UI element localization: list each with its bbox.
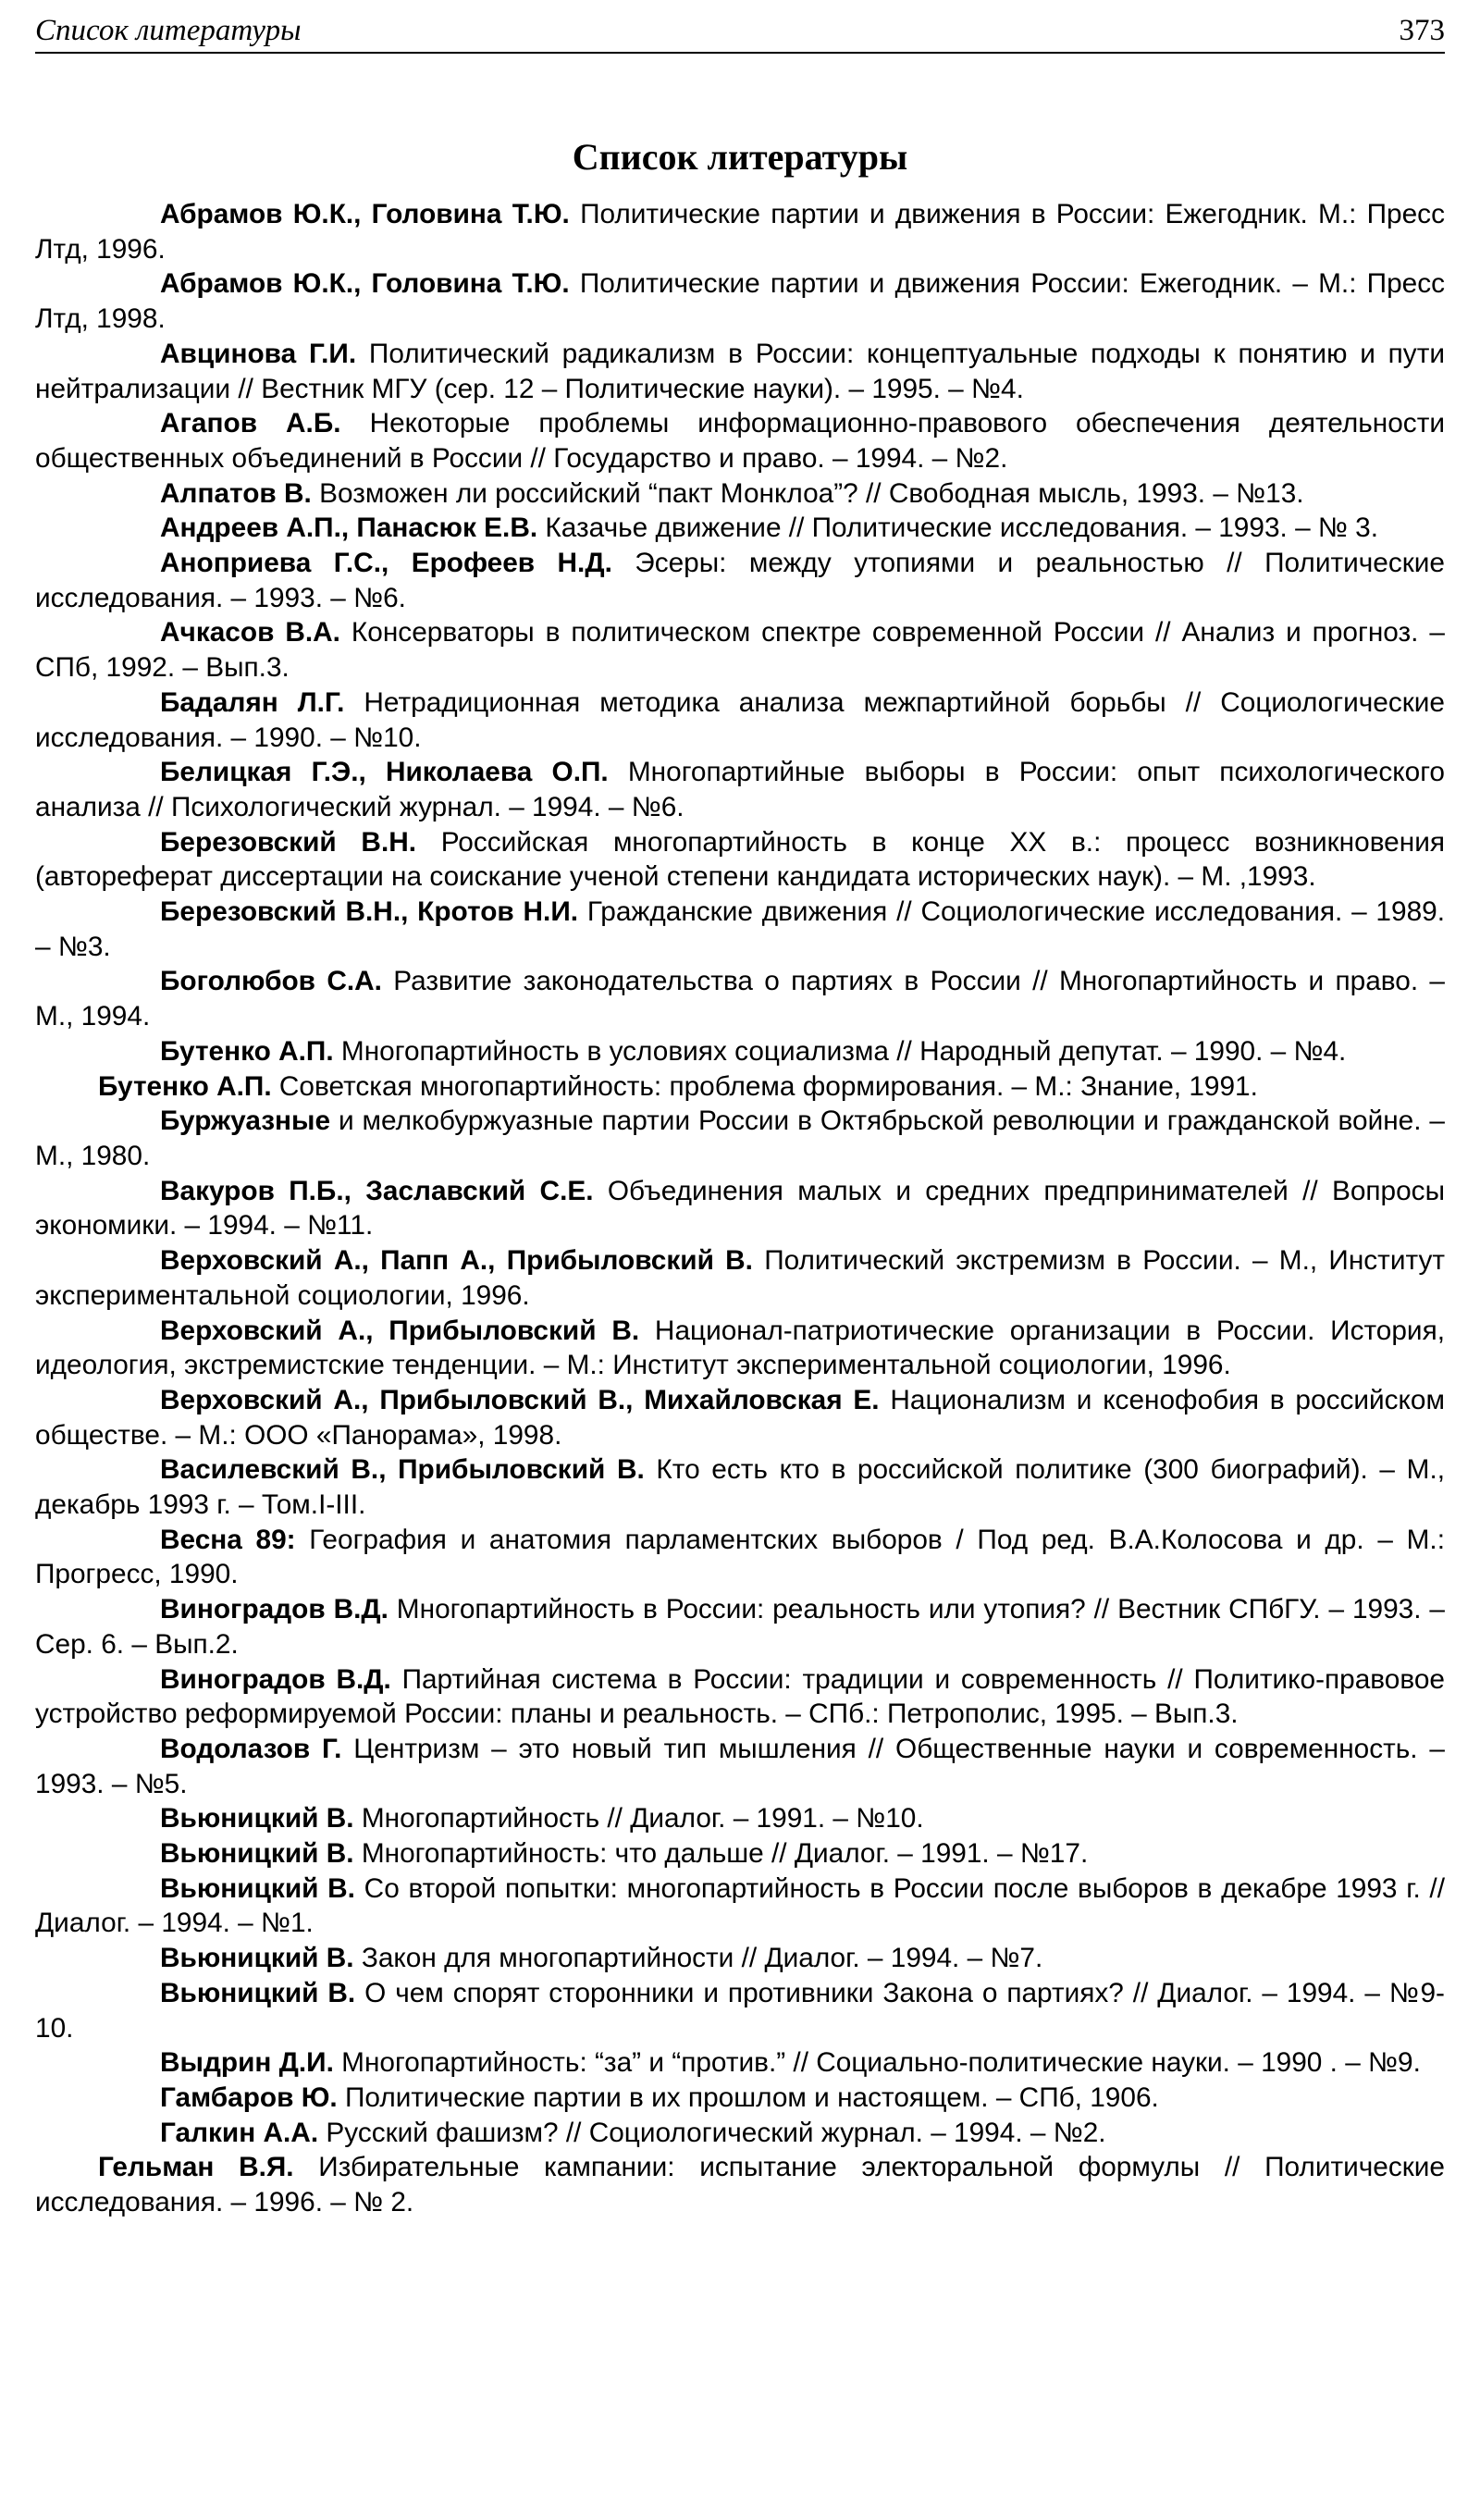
entry-author: Андреев А.П., Панасюк Е.В. [160,513,538,544]
entry-author: Вьюницкий В. [160,1872,355,1904]
entry-text: Возможен ли российский “пакт Монклоа”? // Свободная мысль, 1993. – №13. [311,477,1304,509]
entry-text: Эсеры: между утопиями и реальностью // Политические исследования. – 1993. – №6. [35,548,1445,613]
entry-text: Кто есть кто в российской политике (300 биографий). – М., декабрь 1993 г. – Том.I-III. [35,1454,1445,1521]
entry-author: Боголюбов С.А. [160,966,382,997]
entry-text: Политический радикализм в России: концептуальные подходы к понятию и пути нейтрализации // Вестник МГУ (сер. 12 – Политические науки). – 1995. – №4. [35,338,1445,404]
entry-text: Казачье движение // Политические исследования. – 1993. – № 3. [537,513,1379,544]
entry-text: О чем спорят сторонники и противники Закона о партиях? // Диалог. – 1994. – №9-10. [35,1977,1445,2044]
entry-author: Верховский А., Папп А., Прибыловский В. [160,1245,753,1277]
entry-author: Аноприева Г.С., Ерофеев Н.Д. [160,548,612,579]
entry-author: Белицкая Г.Э., Николаева О.П. [160,757,609,788]
entry-text: Многопартийность в России: реальность или утопия? // Вестник СПбГУ. – 1993. – Сер. 6. – Вып.2. [35,1594,1445,1660]
entry-text: Многопартийность // Диалог. – 1991. – №10. [353,1803,924,1834]
bibliography-entry [35,1104,1445,1173]
bibliography-entry [35,1871,1445,1941]
page-number: 373 [1399,14,1445,47]
bibliography-entry [35,406,1445,476]
bibliography-entry [35,895,1445,964]
bibliography-entry [35,1732,1445,1801]
running-title: Список литературы [35,14,302,47]
bibliography-entry [35,1941,1445,1976]
entry-text: Некоторые проблемы информационно-правового обеспечения деятельности общественных объединений в России // Государство и право. – 1994. – №2. [35,408,1445,474]
entry-author: Авцинова Г.И. [160,338,357,369]
entry-text: Русский фашизм? // Социологический журнал. – 1994. – №2. [318,2117,1106,2148]
entry-author: Галкин А.А. [160,2117,319,2148]
entry-author: Виноградов В.Д. [160,1594,388,1625]
bibliography-entry [35,1452,1445,1522]
bibliography-entry [35,476,1445,512]
entry-author: Вакуров П.Б., Заславский С.Е. [160,1175,594,1206]
entry-text: Со второй попытки: многопартийность в России после выборов в декабре 1993 г. // Диалог. – 1994. – №1. [35,1872,1445,1939]
entry-author: Вьюницкий В. [160,1943,354,1974]
entry-text: Многопартийные выборы в России: опыт психологического анализа // Психологический журнал. – 1994. – №6. [35,757,1445,822]
entry-author: Василевский В., Прибыловский В. [160,1454,645,1486]
entry-author: Гамбаров Ю. [160,2081,338,2113]
bibliography-entry [35,1976,1445,2045]
entry-author: Верховский А., Прибыловский В., Михайловская Е. [160,1384,880,1415]
bibliography-entry [35,1069,1445,1105]
bibliography-entry [35,964,1445,1033]
entry-text: Нетрадиционная методика анализа межпартийной борьбы // Социологические исследования. – 1990. – №10. [35,686,1445,753]
bibliography-entry [35,1243,1445,1313]
page-title: Список литературы [572,136,908,178]
bibliography-entry [35,2116,1445,2151]
entry-author: Водолазов Г. [160,1733,342,1764]
entry-author: Агапов А.Б. [160,408,341,439]
entry-text: Национал-патриотические организации в России. История, идеология, экстремистские тенденции. – М.: Институт экспериментальной социологии, 1996. [35,1315,1445,1381]
entry-text: Многопартийность в условиях социализма // Народный депутат. – 1990. – №4. [333,1035,1347,1067]
bibliography-entry [35,1836,1445,1871]
entry-text: Политические партии и движения в России: Ежегодник. М.: Пресс Лтд, 1996. [35,199,1445,265]
bibliography-entry [35,2081,1445,2116]
bibliography-entry [35,1523,1445,1592]
bibliography-entry [35,615,1445,685]
entry-author: Вьюницкий В. [160,1838,354,1870]
entry-author: Алпатов В. [160,477,312,509]
entry-author: Абрамов Ю.К., Головина Т.Ю. [160,268,570,300]
entry-author: Выдрин Д.И. [160,2047,334,2079]
entry-text: Центризм – это новый тип мышления // Общественные науки и современность. – 1993. – №5. [35,1733,1445,1799]
bibliography-entry [35,755,1445,824]
entry-author: Бутенко А.П. [98,1070,272,1102]
entry-text: Консерваторы в политическом спектре современной России // Анализ и прогноз. – СПб, 1992. – Вып.3. [35,617,1445,684]
entry-author: Абрамов Ю.К., Головина Т.Ю. [160,199,570,229]
entry-author: Весна 89: [160,1524,296,1555]
bibliography-entry [35,1034,1445,1069]
entry-author: Березовский В.Н. [160,826,417,858]
entry-text: Российская многопартийность в конце XX в.: процесс возникновения (автореферат диссертации на соискание ученой степени кандидата исторических наук). – М. ,1993. [35,826,1445,893]
entry-text: и мелкобуржуазные партии России в Октябрьской революции и гражданской войне. – М., 1980. [35,1106,1445,1171]
entry-author: Гельман В.Я. [98,2152,294,2183]
bibliography-entry [35,2150,1445,2219]
entry-author: Ачкасов В.А. [160,617,340,649]
bibliography-entry [35,197,1445,266]
entry-text: Многопартийность: что дальше // Диалог. – 1991. – №17. [353,1838,1089,1870]
entry-text: Советская многопартийность: проблема формирования. – М.: Знание, 1991. [271,1070,1258,1102]
entry-text: Развитие законодательства о партиях в России // Многопартийность и право. – М., 1994. [35,966,1446,1032]
bibliography-entry [35,1174,1445,1243]
entry-author: Виноградов В.Д. [160,1663,391,1695]
entry-author: Бадалян Л.Г. [160,686,345,718]
bibliography-entry [35,266,1445,336]
bibliography-entry [35,1662,1445,1732]
entry-author: Березовский В.Н., Кротов Н.И. [160,896,579,928]
entry-text: Объединения малых и средних предпринимателей // Вопросы экономики. – 1994. – №11. [35,1175,1445,1241]
entry-text: Политический экстремизм в России. – М., Институт экспериментальной социологии, 1996. [35,1245,1445,1311]
bibliography-entry [35,1314,1445,1383]
entry-author: Вьюницкий В. [160,1977,356,2008]
bibliography-entry [35,546,1445,615]
bibliography-entry [35,686,1445,755]
bibliography-entry [35,2045,1445,2081]
bibliography-entry [35,1383,1445,1452]
entry-text: География и анатомия парламентских выборов / Под ред. В.А.Колосова и др. – М.: Прогресс, 1990. [35,1524,1445,1590]
bibliography-entry [35,825,1445,895]
entry-text: Политические партии и движения России: Ежегодник. – М.: Пресс Лтд, 1998. [35,268,1446,335]
entry-author: Вьюницкий В. [160,1803,354,1834]
entry-author: Верховский А., Прибыловский В. [160,1315,640,1346]
running-header [35,9,1445,54]
entry-text: Многопартийность: “за” и “против.” // Социально-политические науки. – 1990 . – №9. [333,2047,1421,2079]
bibliography-entry [35,337,1445,406]
entry-text: Избирательные кампании: испытание электоральной формулы // Политические исследования. – 1996. – № 2. [35,2152,1445,2218]
bibliography-list [35,197,1445,2220]
bibliography-entry [35,1592,1445,1661]
entry-text: Национализм и ксенофобия в российском обществе. – М.: ООО «Панорама», 1998. [35,1384,1445,1451]
bibliography-entry [35,511,1445,546]
entry-author: Буржуазные [160,1106,331,1137]
entry-text: Партийная система в России: традиции и современность // Политико-правовое устройство реформируемой России: планы и реальность. – СПб.: Петрополис, 1995. – Вып.3. [35,1663,1445,1730]
entry-author: Бутенко А.П. [160,1035,334,1067]
entry-text: Гражданские движения // Социологические исследования. – 1989. – №3. [35,896,1445,962]
entry-text: Закон для многопартийности // Диалог. – 1994. – №7. [353,1943,1043,1974]
bibliography-entry [35,1801,1445,1836]
entry-text: Политические партии в их прошлом и настоящем. – СПб, 1906. [337,2081,1159,2113]
